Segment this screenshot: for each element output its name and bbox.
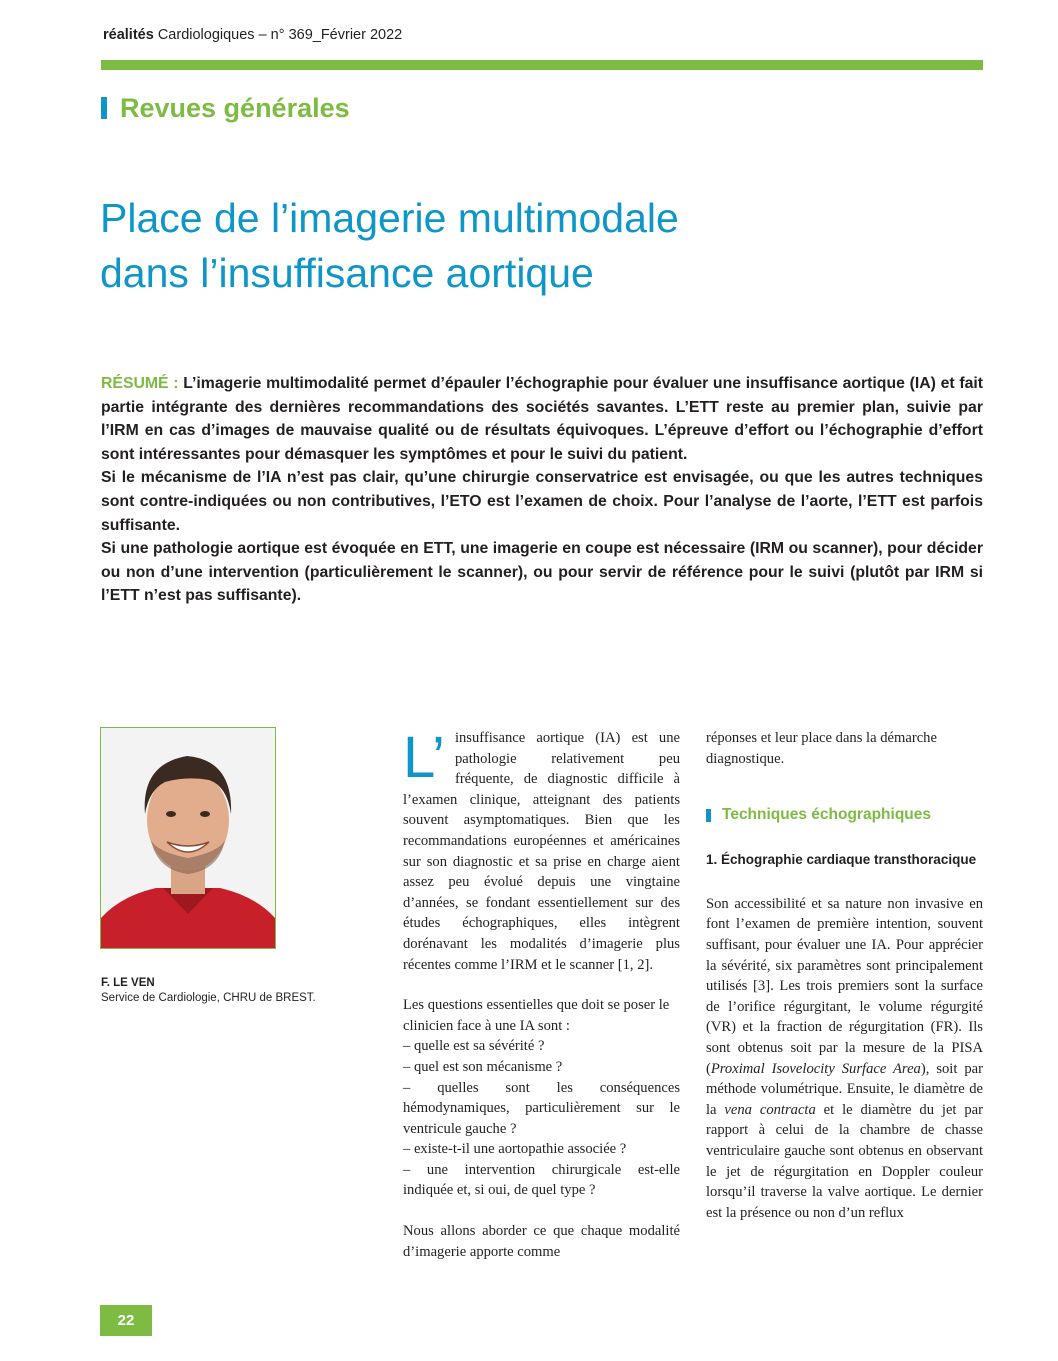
intro-text: insuffisance aortique (IA) est une pathologie relativement peu fréquente, de diagnostic difficile à l’examen clinique, atteignant des patients souvent asymptomatiques. Bien que les recommandations européennes et américaines sur son diagnostic et sa prise en charge aient assez peu évolué depuis une vingtaine d’années, se fondant essentiellement sur des études échographiques, elles intègrent dorénavant les modalités d’imagerie plus récentes comme l’IRM et le scanner [1, 2]. [403,730,680,973]
author-portrait-image [101,728,275,948]
section-marker [101,97,107,119]
drop-cap: L’ [403,725,445,790]
title-line-2: dans l’insuffisance aortique [100,250,594,296]
body-text: et le diamètre du jet par rapport à celui de la chambre de chasse ventriculaire gauche sont obtenus en observant le jet de régurgitation en Doppler couleur lorsqu’il traverse la valve aortique. Le dernier est la présence ou non d’un reflux [706,1101,983,1221]
questions-intro: Les questions essentielles que doit se poser le clinicien face à une IA sont : [403,997,670,1034]
abstract [101,372,983,608]
intro-paragraph [403,725,680,975]
section-label: Revues générales [120,93,350,123]
questions-list [403,995,680,1201]
list-item: – existe-t-il une aortopathie associée ? [403,1141,627,1158]
pisa-term: Proximal Isovelocity Surface Area [710,1060,921,1077]
list-item: – quel est son mécanisme ? [403,1058,563,1075]
abstract-text-1: L’imagerie multimodalité permet d’épauler l’échographie pour évaluer une insuffisance aortique (IA) et fait partie intégrante des dernières recommandations des sociétés savantes. L’ETT reste au premier plan, suivie par l’IRM en cas d’images de mauvaise qualité ou de résultats équivoques. L’épreuve d’effort ou l’échographie d’effort sont intéressantes pour démasquer les symptômes et pour le suivi du patient. [101,375,984,463]
closing-paragraph: Nous allons aborder ce que chaque modalité d’imagerie apporte comme [403,1223,680,1260]
list-item: – une intervention chirurgicale est-elle indiquée et, si oui, de quel type ? [403,1161,680,1199]
abstract-paragraph: Si une pathologie aortique est évoquée en ETT, une imagerie en coupe est nécessaire (IRM ou scanner), pour décider ou non d’une intervention (particulièrement le scanner), ou pour servir de référence pour le suivi (plutôt par IRM si l’ETT n’est pas suffisante). [101,540,983,605]
list-item: – quelle est sa sévérité ? [403,1038,545,1055]
author-photo [100,727,276,949]
author-affiliation: Service de Cardiologie, CHRU de BREST. [101,992,316,1004]
article-title [100,191,980,301]
body-paragraph [706,894,983,1224]
section-subheading: Techniques échographiques [706,805,983,826]
title-line-1: Place de l’imagerie multimodale [100,195,679,241]
author-name: F. LE VEN [101,977,155,989]
vena-contracta-term: vena contracta [724,1101,816,1118]
list-item: – quelles sont les conséquences hémodynamiques, particulièrement sur le ventricule gauche ? [403,1079,680,1137]
journal-issue: Cardiologiques – n° 369_Février 2022 [157,27,403,43]
subsection-heading: 1. Échographie cardiaque transthoracique [706,851,977,867]
abstract-paragraph [101,372,983,466]
column-2 [706,728,983,1223]
body-text: ), soit par méthode volumétrique. Ensuite, le diamètre de la [706,1060,983,1118]
column-1 [403,725,680,1262]
body-text: Son accessibilité et sa nature non invasive en font l’examen de première intention, souvent suffisant, pour évaluer une IA. Pour apprécier la sévérité, six paramètres sont principalement utilisés [3]. Les trois premiers sont la surface de l’orifice régurgitant, le volume régurgité (VR) et la fraction de régurgitation (FR). Ils sont obtenus soit par la mesure de la PISA ( [706,895,983,1077]
abstract-paragraph: Si le mécanisme de l’IA n’est pas clair, qu’une chirurgie conservatrice est envisagée, ou que les autres techniques sont contre-indiquées ou non contributives, l’ETO est l’examen de choix. Pour l’analyse de l’aorte, l’ETT est parfois suffisante. [101,469,983,534]
journal-brand: réalités [103,27,154,43]
header-rule [101,60,983,70]
journal-header [103,27,402,43]
abstract-label: RÉSUMÉ : [101,375,179,392]
page-number: 22 [100,1305,152,1336]
continuation-paragraph: réponses et leur place dans la démarche diagnostique. [706,730,937,767]
